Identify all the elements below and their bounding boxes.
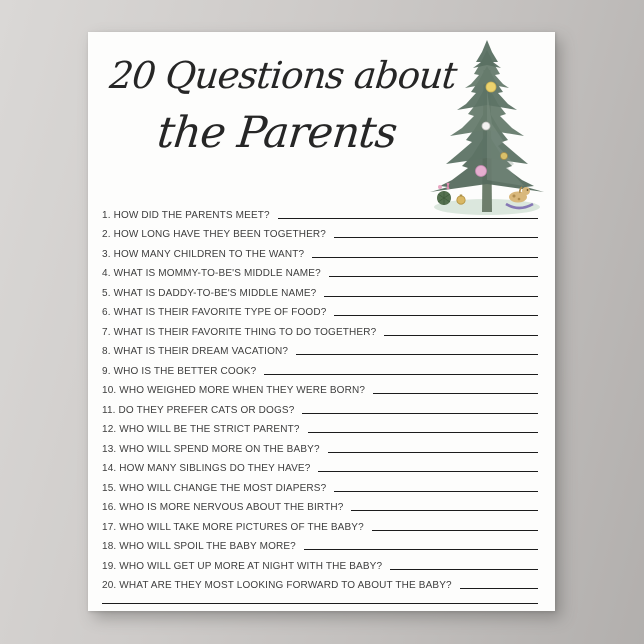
question-text: 4. WHAT IS MOMMY-TO-BE'S MIDDLE NAME? — [102, 268, 321, 279]
answer-blank-line — [308, 432, 538, 433]
answer-line-continuation — [102, 603, 538, 604]
tree-branches — [430, 40, 544, 192]
answer-blank-line — [372, 530, 538, 531]
question-text: 15. WHO WILL CHANGE THE MOST DIAPERS? — [102, 482, 327, 494]
christmas-tree-illustration — [424, 40, 550, 220]
answer-blank-line — [334, 491, 538, 492]
answer-blank-line — [278, 218, 538, 219]
question-text: 10. WHO WEIGHED MORE WHEN THEY WERE BORN? — [102, 385, 366, 396]
question-row — [102, 203, 538, 223]
answer-blank-line — [351, 510, 538, 511]
question-row — [102, 457, 538, 477]
question-text: 2. HOW LONG HAVE THEY BEEN TOGETHER? — [102, 229, 326, 240]
answer-blank-line — [328, 452, 538, 453]
question-text: 17. WHO WILL TAKE MORE PICTURES OF THE BABY? — [102, 521, 364, 533]
question-row — [102, 437, 538, 457]
answer-blank-line — [302, 413, 538, 414]
question-row — [102, 574, 538, 594]
question-text: 18. WHO WILL SPOIL THE BABY MORE? — [102, 541, 296, 552]
question-row — [102, 379, 538, 399]
christmas-tree-icon — [424, 40, 550, 220]
question-text: 3. HOW MANY CHILDREN TO THE WANT? — [102, 248, 305, 260]
question-row — [102, 554, 538, 574]
question-text: 7. WHAT IS THEIR FAVORITE THING TO DO TOGETHER? — [102, 326, 377, 338]
poster-title — [86, 48, 474, 160]
question-text: 20. WHAT ARE THEY MOST LOOKING FORWARD TO ABOUT THE BABY? — [102, 580, 452, 591]
questions-list — [102, 203, 538, 593]
question-text: 19. WHO WILL GET UP MORE AT NIGHT WITH THE BABY? — [102, 560, 383, 572]
question-row — [102, 359, 538, 379]
gold-bauble-icon — [501, 153, 508, 160]
question-row — [102, 242, 538, 262]
answer-blank-line — [312, 257, 538, 258]
question-text: 12. WHO WILL BE THE STRICT PARENT? — [102, 424, 300, 435]
question-row — [102, 535, 538, 555]
answer-blank-line — [334, 237, 538, 238]
bauble-cap — [460, 195, 462, 197]
question-text: 11. DO THEY PREFER CATS OR DOGS? — [102, 404, 295, 416]
answer-blank-line — [329, 276, 538, 277]
question-row — [102, 418, 538, 438]
question-text: 13. WHO WILL SPEND MORE ON THE BABY? — [102, 443, 320, 455]
question-row — [102, 515, 538, 535]
answer-blank-line — [318, 471, 538, 472]
question-row — [102, 320, 538, 340]
question-row — [102, 262, 538, 282]
answer-blank-line — [460, 588, 538, 589]
answer-blank-line — [334, 315, 538, 316]
pink-bauble-icon — [476, 166, 487, 177]
question-row — [102, 496, 538, 516]
question-text: 8. WHAT IS THEIR DREAM VACATION? — [102, 346, 289, 357]
yellow-bauble-icon — [486, 82, 496, 92]
title-line-1: 20 Questions about — [107, 54, 459, 97]
white-bauble-icon — [482, 122, 490, 130]
question-text: 16. WHO IS MORE NERVOUS ABOUT THE BIRTH? — [102, 502, 344, 513]
answer-blank-line — [304, 549, 538, 550]
answer-blank-line — [373, 393, 538, 394]
title-line-2: the Parents — [154, 108, 399, 158]
answer-blank-line — [390, 569, 538, 570]
answer-blank-line — [384, 335, 538, 336]
question-row — [102, 281, 538, 301]
answer-blank-line — [296, 354, 538, 355]
question-text: 5. WHAT IS DADDY-TO-BE'S MIDDLE NAME? — [102, 287, 317, 299]
game-poster — [88, 32, 555, 611]
question-text: 1. HOW DID THE PARENTS MEET? — [102, 209, 270, 221]
question-text: 14. HOW MANY SIBLINGS DO THEY HAVE? — [102, 463, 311, 474]
question-row — [102, 398, 538, 418]
question-row — [102, 476, 538, 496]
answer-blank-line — [324, 296, 538, 297]
question-row — [102, 223, 538, 243]
answer-blank-line — [264, 374, 538, 375]
question-text: 9. WHO IS THE BETTER COOK? — [102, 365, 257, 377]
question-row — [102, 340, 538, 360]
question-row — [102, 301, 538, 321]
question-text: 6. WHAT IS THEIR FAVORITE TYPE OF FOOD? — [102, 307, 327, 318]
